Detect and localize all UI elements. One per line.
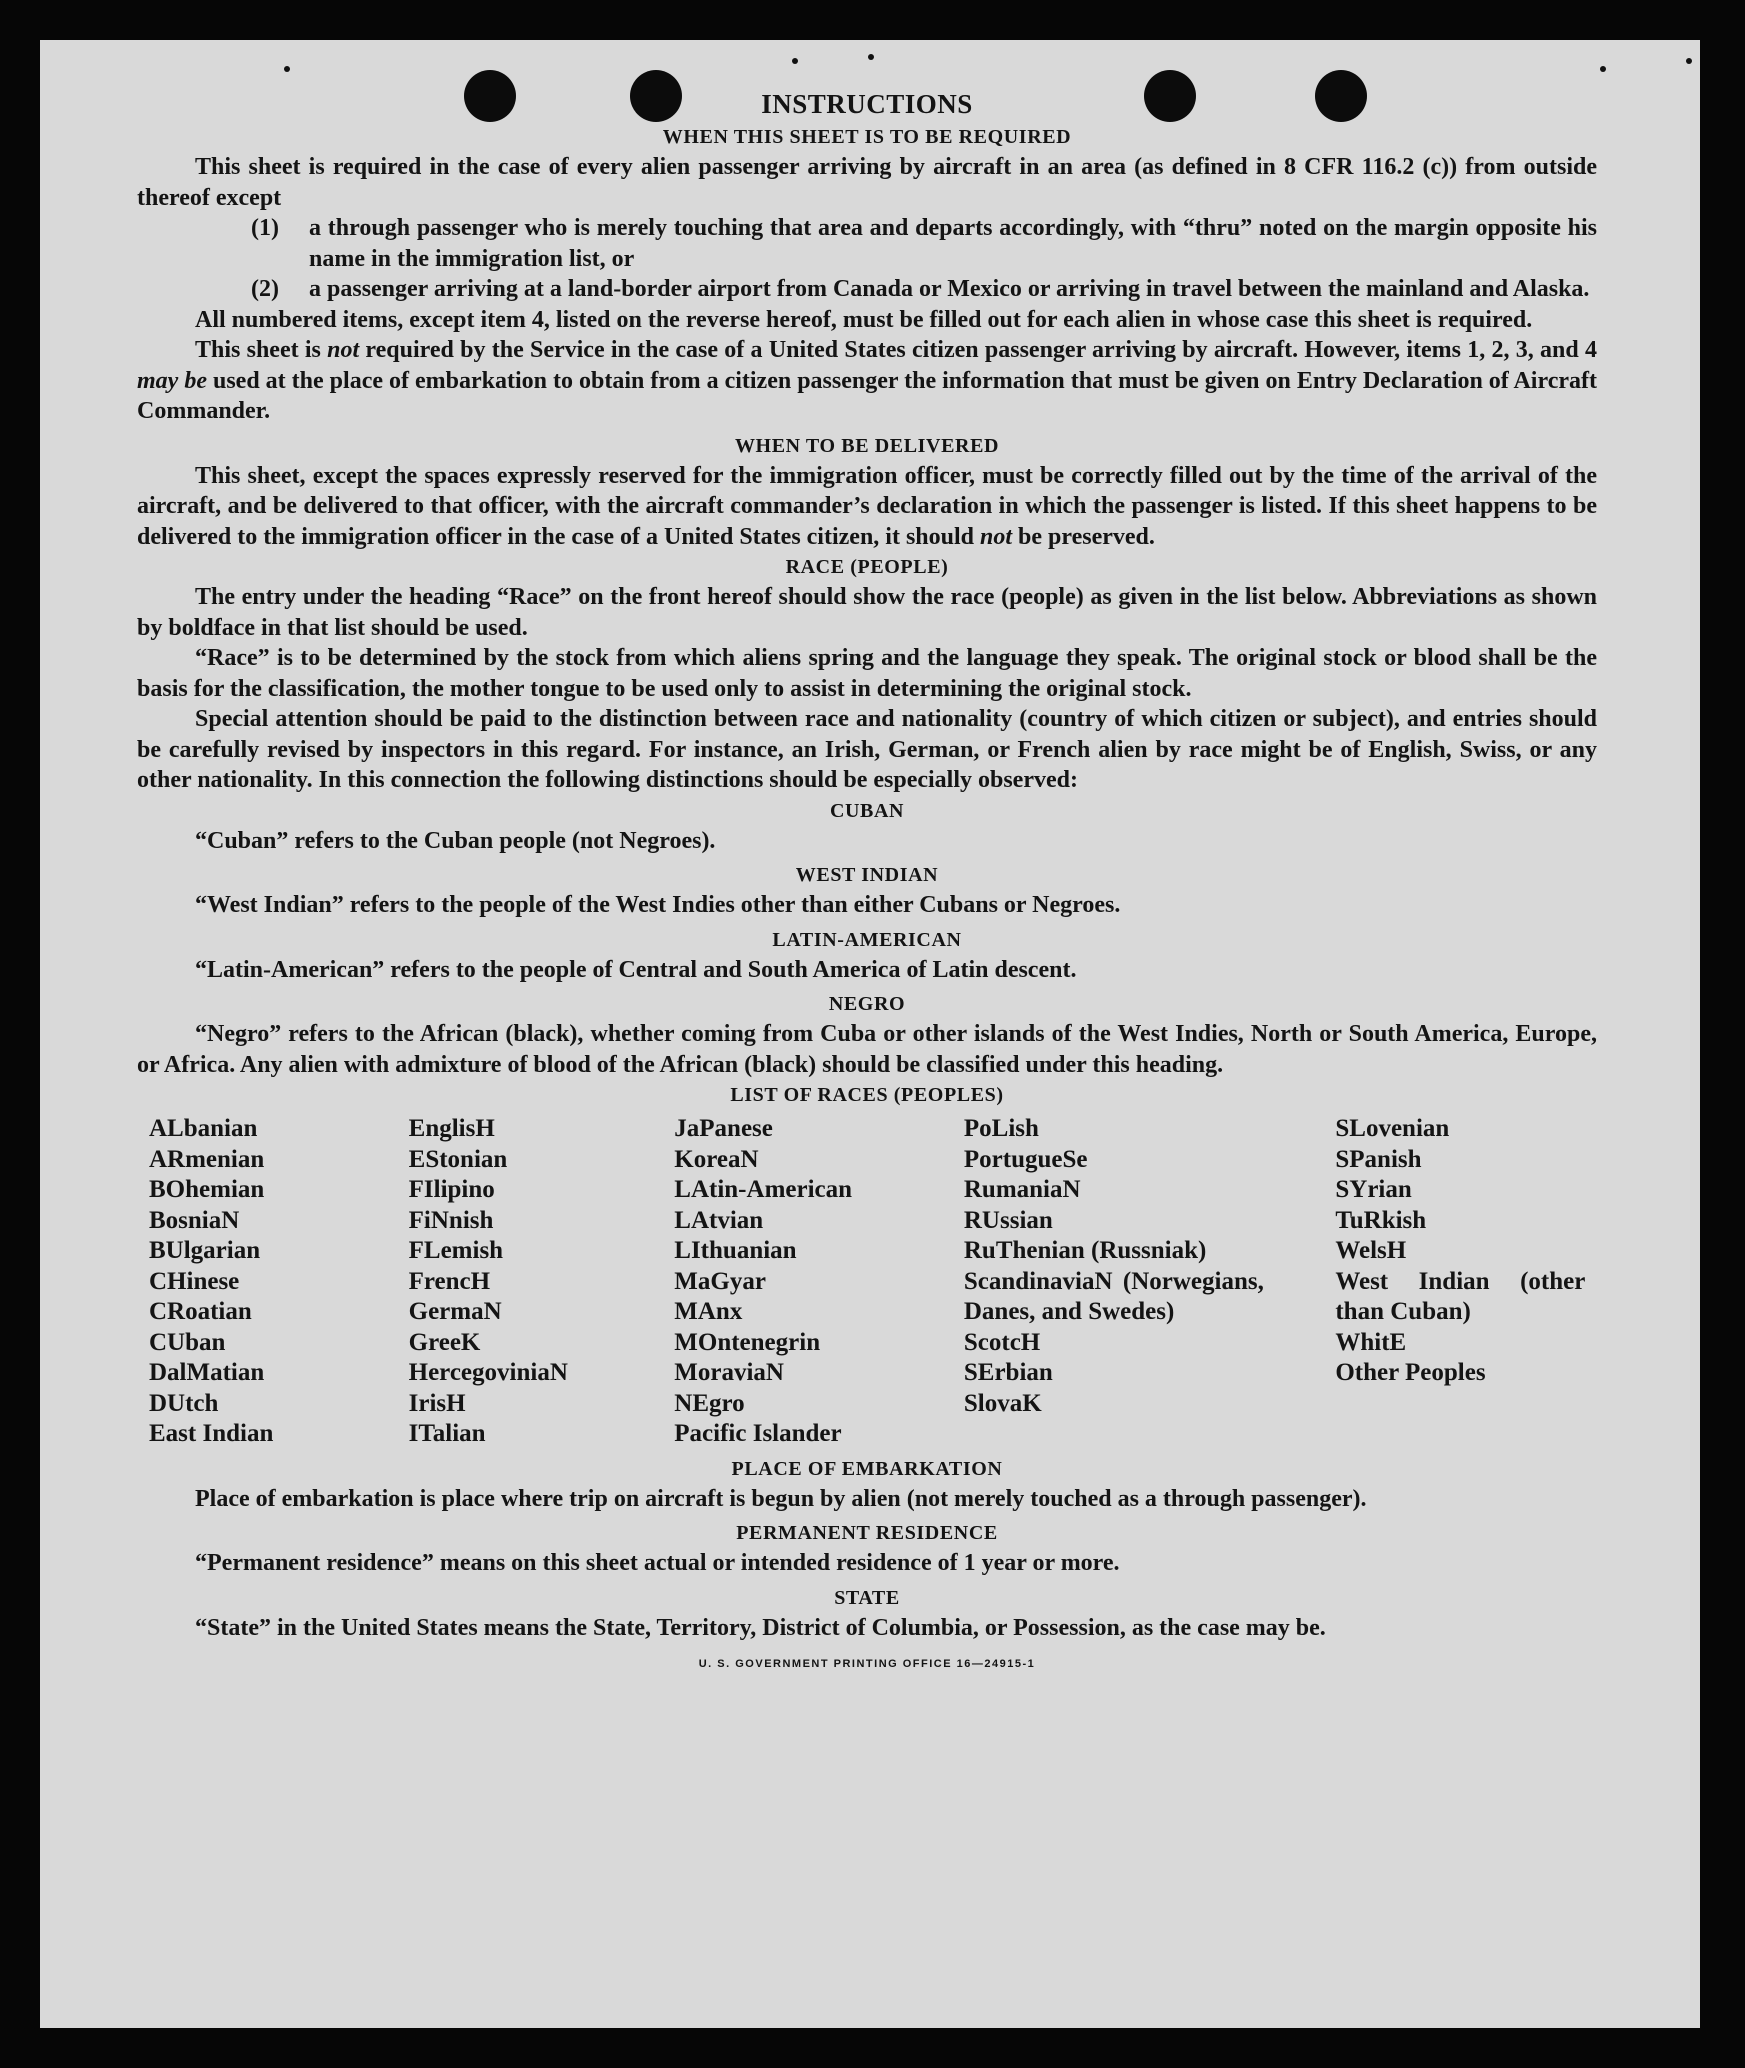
exception-text: a through passenger who is merely touching that area and departs accordingly, with “thru” noted on the margin opposite his name in the immigration list, or: [309, 215, 1597, 272]
race-entry: DalMatian: [149, 1359, 265, 1386]
race-entry: KoreaN: [674, 1145, 759, 1173]
race-entry: HercegoviniaN: [408, 1359, 568, 1386]
heading-embarkation: PLACE OF EMBARKATION: [731, 1457, 1003, 1480]
race-entry: BUlgarian: [149, 1237, 261, 1264]
exception-item-1: [137, 213, 1597, 274]
required-numbered-items: All numbered items, except item 4, listed on the reverse hereof, must be filled out for each alien in whose case this sheet is required.: [195, 306, 1533, 333]
race-entry: PoLish: [963, 1115, 1039, 1142]
race-entry: West Indian (other than Cuban): [1335, 1267, 1586, 1325]
cuban-text: “Cuban” refers to the Cuban people (not Negroes).: [195, 827, 716, 854]
heading-west-indian: WEST INDIAN: [795, 864, 939, 886]
exception-item-2: [137, 274, 1597, 305]
race-entry: FrencH: [408, 1267, 491, 1295]
race-entry: LAtin-American: [674, 1176, 853, 1203]
exception-number: (2): [251, 276, 279, 302]
race-entry: LIthuanian: [674, 1237, 797, 1264]
exception-number: (1): [251, 215, 279, 241]
heading-list-of-races: LIST OF RACES (PEOPLES): [730, 1084, 1004, 1106]
race-entry: LAtvian: [674, 1206, 764, 1234]
race-entry: CRoatian: [149, 1298, 252, 1325]
speck: [1686, 58, 1692, 64]
race-entry: TuRkish: [1335, 1206, 1427, 1234]
state-text: “State” in the United States means the State, Territory, District of Columbia, or Possession, as the case may be.: [195, 1614, 1326, 1641]
race-entry: RuThenian (Russniak): [963, 1237, 1207, 1264]
required-intro: This sheet is required in the case of every alien passenger arriving by aircraft in an area (as defined in 8 CFR 116.2 (c)) from outside thereof except: [137, 154, 1597, 211]
race-column: [674, 1114, 964, 1450]
race-entry: ScotcH: [963, 1328, 1041, 1356]
race-entry: SErbian: [963, 1359, 1053, 1386]
race-entry: GermaN: [408, 1298, 502, 1325]
race-entry: EnglisH: [408, 1115, 495, 1142]
race-entry: SYrian: [1335, 1176, 1412, 1203]
race-column: [964, 1114, 1335, 1450]
race-entry: Pacific Islander: [674, 1420, 842, 1447]
required-citizen-note: This sheet is not required by the Service in the case of a United States citizen passenger arriving by aircraft. However, items 1, 2, 3, and 4 may be used at the place of embarkation to obtain from a citizen passenger the information that must be given on Entry Declaration of Aircraft Commander.: [137, 337, 1597, 424]
heading-cuban: CUBAN: [829, 799, 905, 822]
heading-permanent-residence: PERMANENT RESIDENCE: [736, 1522, 998, 1544]
race-entry: GreeK: [408, 1328, 481, 1356]
page-title: INSTRUCTIONS: [761, 89, 973, 119]
race-entry: East Indian: [149, 1420, 274, 1447]
race-list: [137, 1114, 1597, 1450]
west-indian-text: “West Indian” refers to the people of the West Indies other than either Cubans or Negroes.: [195, 892, 1121, 918]
residence-text: “Permanent residence” means on this sheet actual or intended residence of 1 year or more.: [195, 1550, 1120, 1576]
race-entry: MaGyar: [674, 1267, 766, 1295]
race-entry: CUban: [149, 1328, 226, 1356]
race-entry: FLemish: [408, 1237, 504, 1264]
race-entry: ScandinaviaN (Norwegians, Danes, and Swedes): [963, 1267, 1264, 1325]
race-column: [1335, 1114, 1597, 1450]
race-entry: ITalian: [408, 1420, 486, 1447]
race-column: [137, 1114, 409, 1450]
heading-state: STATE: [834, 1586, 900, 1609]
race-entry: RUssian: [963, 1206, 1053, 1234]
speck: [1600, 66, 1606, 72]
race-entry: MoraviaN: [674, 1359, 784, 1386]
race-entry: SPanish: [1335, 1145, 1422, 1173]
race-entry: DUtch: [149, 1389, 219, 1417]
latin-american-text: “Latin-American” refers to the people of Central and South America of Latin descent.: [195, 956, 1077, 983]
race-entry: CHinese: [149, 1267, 240, 1295]
race-entry: PortugueSe: [963, 1145, 1088, 1173]
race-entry: NEgro: [674, 1389, 745, 1417]
heading-latin-american: LATIN-AMERICAN: [772, 928, 962, 951]
race-para-1: The entry under the heading “Race” on the front hereof should show the race (people) as given in the list below. Abbreviations as shown by boldface in that list should be used.: [137, 584, 1597, 641]
race-entry: BosniaN: [149, 1206, 240, 1234]
race-entry: SLovenian: [1335, 1115, 1450, 1142]
race-entry: MAnx: [674, 1298, 743, 1325]
race-entry: ALbanian: [149, 1115, 258, 1142]
race-entry: BOhemian: [149, 1176, 265, 1203]
race-entry: RumaniaN: [963, 1176, 1081, 1203]
embarkation-text: Place of embarkation is place where trip on aircraft is begun by alien (not merely touched as a through passenger).: [195, 1485, 1367, 1512]
race-entry: Other Peoples: [1335, 1359, 1486, 1386]
race-column: [409, 1114, 675, 1450]
race-entry: SlovaK: [963, 1389, 1042, 1417]
race-entry: ARmenian: [149, 1145, 265, 1173]
race-entry: JaPanese: [674, 1115, 773, 1142]
heading-race: RACE (PEOPLE): [785, 556, 949, 578]
printing-office-imprint: U. S. GOVERNMENT PRINTING OFFICE 16—24915-1: [698, 1658, 1036, 1670]
instructions-content: [137, 86, 1597, 1680]
race-para-3: Special attention should be paid to the distinction between race and nationality (country of which citizen or subject), and entries should be carefully revised by inspectors in this regard. For instance, an Irish, German, or French alien by race might be of English, Swiss, or any other nationality. In this connection the following distinctions should be especially observed:: [137, 706, 1597, 793]
heading-negro: NEGRO: [828, 993, 906, 1015]
speck: [868, 54, 874, 60]
race-entry: FiNnish: [408, 1206, 494, 1234]
race-entry: WhitE: [1335, 1328, 1407, 1356]
speck: [792, 58, 798, 64]
race-entry: FIlipino: [408, 1176, 495, 1203]
document-sheet: [40, 40, 1700, 2028]
race-para-2: “Race” is to be determined by the stock from which aliens spring and the language they speak. The original stock or blood shall be the basis for the classification, the mother tongue to be used only to assist in determining the original stock.: [137, 645, 1597, 702]
heading-when-delivered: WHEN TO BE DELIVERED: [734, 434, 1000, 457]
delivered-text: This sheet, except the spaces expressly reserved for the immigration officer, must be correctly filled out by the time of the arrival of the aircraft, and be delivered to that officer, with the aircraft commander’s declaration in which the passenger is listed. If this sheet happens to be delivered to the immigration officer in the case of a United States citizen, it should not be preserved.: [137, 462, 1597, 550]
race-entry: WelsH: [1335, 1237, 1407, 1264]
race-entry: MOntenegrin: [674, 1328, 821, 1356]
speck: [284, 66, 290, 72]
exception-text: a passenger arriving at a land-border airport from Canada or Mexico or arriving in travel between the mainland and Alaska.: [309, 276, 1590, 302]
race-entry: EStonian: [408, 1145, 508, 1173]
race-entry: IrisH: [408, 1389, 466, 1417]
negro-text: “Negro” refers to the African (black), whether coming from Cuba or other islands of the West Indies, North or South America, Europe, or Africa. Any alien with admixture of blood of the African (black) should be classified under this heading.: [137, 1021, 1597, 1078]
heading-when-required: WHEN THIS SHEET IS TO BE REQUIRED: [662, 126, 1072, 148]
